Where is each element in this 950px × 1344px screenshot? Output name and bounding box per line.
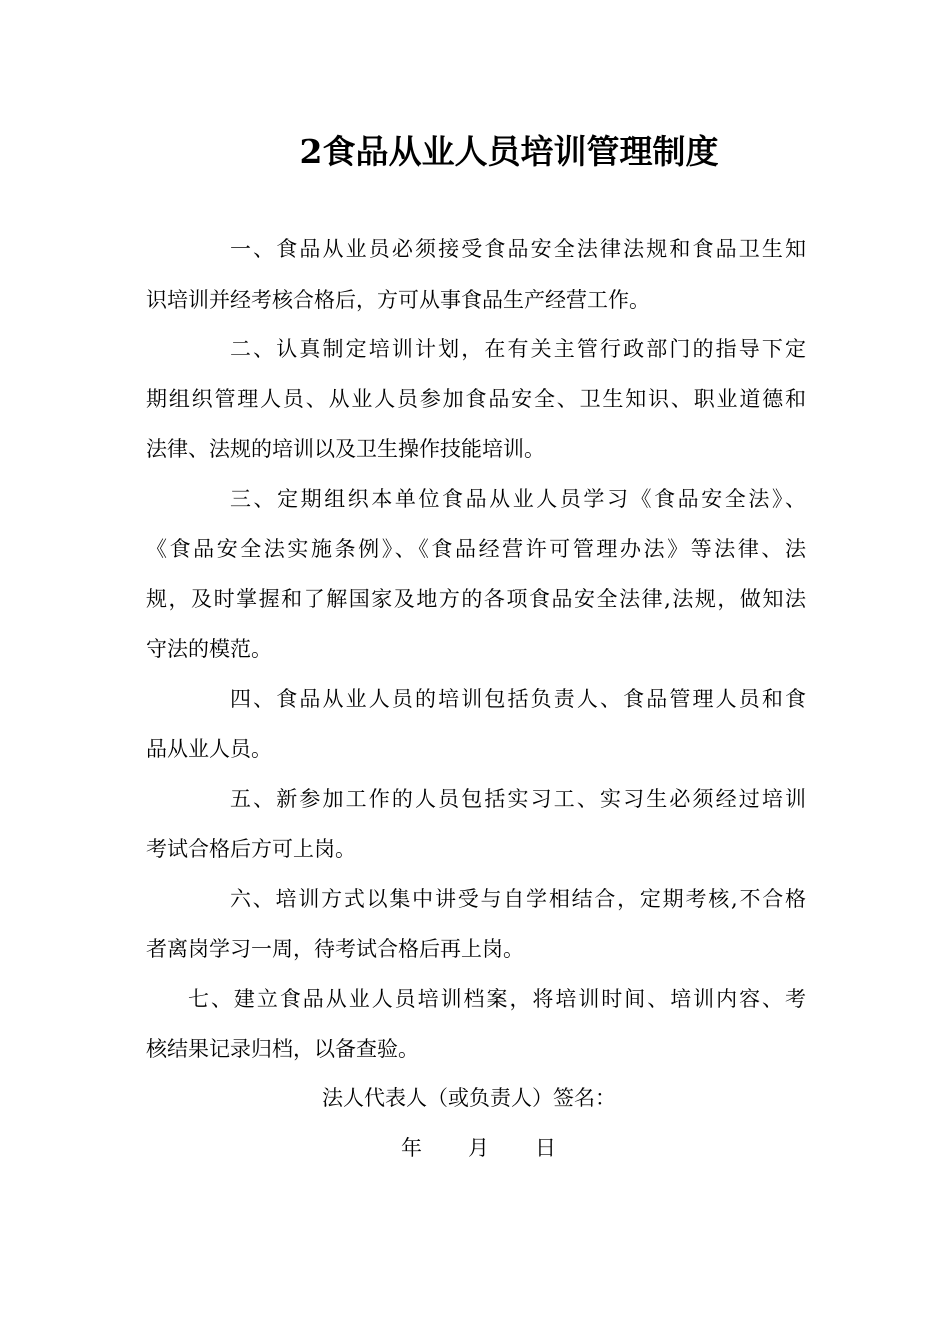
signature-label: 法人代表人（或负责人）签名： (322, 1086, 616, 1110)
paragraph-3-line-2: 《食品安全法实施条例》、《食品经营许可管理办法》等法律、法 (146, 537, 806, 561)
date-year-label: 年 (401, 1136, 422, 1160)
paragraph-7-line-1: 七、建立食品从业人员培训档案，将培训时间、培训内容、考 (188, 987, 806, 1011)
paragraph-7-line-2: 核结果记录归档，以备查验。 (146, 1037, 419, 1061)
paragraph-4-line-1: 四、食品从业人员的培训包括负责人、食品管理人员和食 (230, 687, 806, 711)
paragraph-3-line-4: 守法的模范。 (146, 637, 272, 661)
date-month-label: 月 (468, 1136, 489, 1160)
paragraph-6-line-1: 六、培训方式以集中讲受与自学相结合，定期考核,不合格 (230, 887, 806, 911)
paragraph-6-line-2: 者离岗学习一周，待考试合格后再上岗。 (146, 937, 524, 961)
paragraph-2-line-2: 期组织管理人员、从业人员参加食品安全、卫生知识、职业道德和 (146, 387, 806, 411)
paragraph-2-line-1: 二、认真制定培训计划，在有关主管行政部门的指导下定 (230, 337, 806, 361)
page-title: 2食品从业人员培训管理制度 (299, 132, 719, 171)
paragraph-3-line-1: 三、定期组织本单位食品从业人员学习《食品安全法》、 (230, 487, 806, 511)
paragraph-2-line-3: 法律、法规的培训以及卫生操作技能培训。 (146, 437, 545, 461)
paragraph-1-line-1: 一、食品从业员必须接受食品安全法律法规和食品卫生知 (230, 237, 806, 261)
paragraph-1-line-2: 识培训并经考核合格后，方可从事食品生产经营工作。 (146, 288, 650, 312)
paragraph-5-line-2: 考试合格后方可上岗。 (146, 837, 356, 861)
paragraph-3-line-3: 规，及时掌握和了解国家及地方的各项食品安全法律,法规，做知法 (146, 587, 806, 611)
paragraph-4-line-2: 品从业人员。 (146, 737, 272, 761)
date-day-label: 日 (535, 1136, 556, 1160)
paragraph-5-line-1: 五、新参加工作的人员包括实习工、实习生必须经过培训 (230, 787, 806, 811)
